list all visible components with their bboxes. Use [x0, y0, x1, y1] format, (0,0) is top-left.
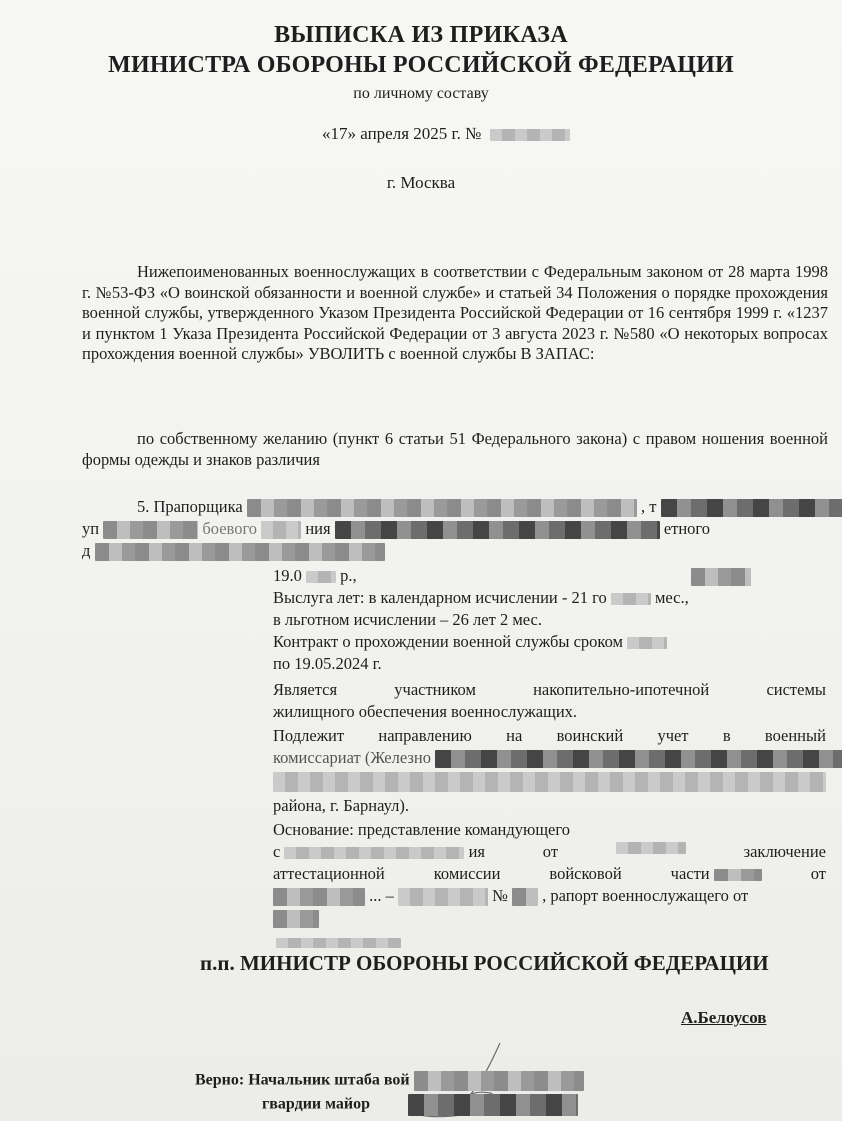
registration-line2	[273, 748, 842, 769]
certified-by-rank: гвардии майор	[262, 1095, 371, 1113]
participant-line2: жилищного обеспечения военнослужащих.	[273, 702, 578, 721]
basis-line2-from: от	[542, 842, 559, 861]
basis-line4-b: №	[492, 886, 508, 905]
redacted-service-years	[611, 593, 651, 605]
registration-word: воинский	[556, 726, 624, 745]
service-length-calendar-text: Выслуга лет: в календарном исчислении - 21 го	[273, 588, 607, 607]
document-title-authority: МИНИСТРА ОБОРОНЫ РОССИЙСКОЙ ФЕДЕРАЦИИ	[108, 52, 734, 78]
redacted-report-date	[273, 910, 319, 928]
redacted-unit-2	[261, 521, 301, 539]
basis-line5	[273, 908, 319, 929]
service-length-calendar	[273, 588, 689, 609]
birth-date-end: р.,	[340, 566, 357, 585]
registration-line4: района, г. Барнаул).	[273, 796, 409, 815]
registration-word: на	[506, 726, 523, 745]
registration-word: военный	[764, 726, 826, 745]
basis-word: от	[810, 864, 826, 883]
basis-line3	[273, 864, 826, 885]
redacted-order-number	[490, 129, 570, 141]
item-5-line2-word: боевого	[202, 519, 258, 538]
redacted-unit-3	[335, 521, 660, 539]
participant-word: накопительно-ипотечной	[533, 680, 710, 699]
participant-word: Является	[273, 680, 338, 699]
contract-line1	[273, 632, 667, 653]
service-length-calendar-end: мес.,	[654, 588, 689, 607]
registration-line1	[273, 726, 826, 747]
redacted-protocol	[398, 888, 488, 906]
redacted-unit-chief	[414, 1071, 584, 1091]
basis-line2-b: ия	[468, 842, 485, 861]
registration-line2-text: комиссариат (Железно	[273, 748, 431, 767]
dismissal-basis-text: по собственному желанию (пункт 6 статьи 51 Федерального закона) с правом ношения военной формы одежды и знаков различия	[82, 429, 828, 469]
birth-date	[273, 566, 751, 587]
basis-line2-a: с	[273, 842, 281, 861]
participant-word: системы	[766, 680, 826, 699]
certified-by-line1	[195, 1071, 584, 1091]
redacted-officer-name	[408, 1094, 578, 1116]
redacted-protocol-number	[512, 888, 538, 906]
order-date	[322, 124, 570, 144]
item-5-comma: , т	[640, 497, 657, 516]
basis-line4-a: ... –	[369, 886, 394, 905]
registration-line3	[273, 771, 826, 792]
document-title: ВЫПИСКА ИЗ ПРИКАЗА	[274, 22, 568, 48]
redacted-line	[276, 938, 401, 948]
participant-line1	[273, 680, 826, 701]
redacted-contract-term	[627, 637, 667, 649]
service-length-preferential: в льготном исчислении – 26 лет 2 мес.	[273, 610, 542, 629]
basis-word: комиссии	[433, 864, 501, 883]
redacted-basis-date	[616, 842, 686, 854]
basis-line2	[273, 842, 826, 863]
registration-word: в	[722, 726, 731, 745]
registration-word: направлению	[378, 726, 472, 745]
item-5-line3-start: д	[82, 541, 91, 560]
minister-title: п.п. МИНИСТР ОБОРОНЫ РОССИЙСКОЙ ФЕДЕРАЦИИ	[200, 951, 769, 975]
basis-line2-start	[273, 842, 485, 863]
redacted-basis-date-2	[273, 888, 365, 906]
redacted-commander	[284, 847, 464, 859]
document-subtitle: по личному составу	[353, 85, 489, 102]
signatory-name: А.Белоусов	[681, 1008, 767, 1027]
redacted-unit-1	[103, 521, 198, 539]
redacted-unit-4	[95, 543, 385, 561]
item-5-line2-start: уп	[82, 519, 100, 538]
basis-line4-c: , рапорт военнослужащего от	[542, 886, 749, 905]
item-5-line2-word2: ния	[305, 519, 331, 538]
item-5-line1	[137, 497, 842, 518]
redacted-birth-place	[691, 568, 751, 586]
preamble-text: Нижепоименованных военнослужащих в соответствии с Федеральным законом от 28 марта 1998 г. №53-ФЗ «О воинской обязанности и военной службе» и статьей 34 Положения о порядке прохождения военной службы, утвержденного Указом Президента Российской Федерации от 16 сентября 1999 г. «1237 и пунктом 1 Указа Президента Российской Федерации от 3 августа 2023 г. №580 «О некоторых вопросах прохождения военной службы» УВОЛИТЬ с военной службы В ЗАПАС:	[82, 262, 828, 363]
registration-word: учет	[657, 726, 689, 745]
redacted-commissariat-2	[273, 772, 826, 792]
birth-date-start: 19.0	[273, 566, 302, 585]
redacted-position	[661, 499, 842, 517]
item-5-line3	[82, 541, 385, 562]
contract-line2: по 19.05.2024 г.	[273, 654, 382, 673]
registration-word: Подлежит	[273, 726, 345, 745]
basis-line1: Основание: представление командующего	[273, 820, 570, 839]
item-5-line2	[82, 519, 710, 540]
basis-word: войсковой	[549, 864, 622, 883]
basis-word-unit: части	[670, 864, 710, 883]
certified-by-line2	[262, 1094, 578, 1116]
basis-line2-conclusion: заключение	[743, 842, 826, 861]
certified-by-text: Верно: Начальник штаба вой	[195, 1071, 410, 1089]
basis-word: аттестационной	[273, 864, 385, 883]
dismissal-basis-paragraph	[82, 429, 828, 470]
contract-line1-text: Контракт о прохождении военной службы сроком	[273, 632, 623, 651]
preamble-paragraph	[82, 262, 828, 365]
order-city: г. Москва	[386, 173, 456, 192]
item-5	[82, 497, 828, 567]
item-5-details	[273, 566, 826, 926]
participant-word: участником	[394, 680, 476, 699]
basis-line4	[273, 886, 748, 907]
redacted-birth-date	[306, 571, 336, 583]
item-5-rank: 5. Прапорщика	[137, 497, 243, 516]
redacted-name	[247, 499, 637, 517]
order-date-text: «17» апреля 2025 г. №	[322, 124, 482, 143]
redacted-commissariat	[435, 750, 842, 768]
redacted-unit-number	[714, 869, 762, 881]
item-5-line2-end: етного	[663, 519, 711, 538]
basis-word	[671, 864, 762, 885]
